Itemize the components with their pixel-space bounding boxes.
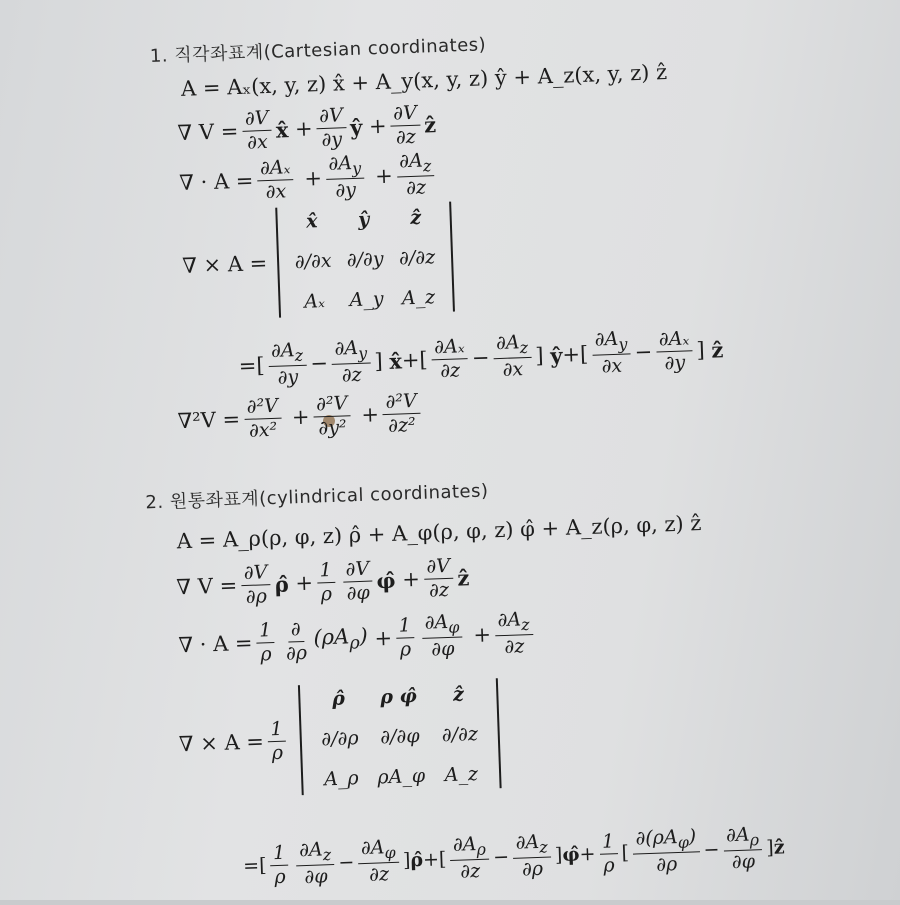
fraction: $\frac{\partial A_y}{\partial z}$	[331, 338, 371, 387]
cartesian-vector-field: A = Aₓ(x, y, z) x̂ + A_y(x, y, z) ŷ + A_z(x, y, z) ẑ	[180, 59, 668, 101]
cylindrical-curl-expanded: =[ $\frac{1}{\rho}$ $\frac{\partial A_z}{\partial\varphi}$ − $\frac{\partial A_\varphi}{\partial z}$ ] ρ̂ +[ $\frac{\partial A_\rho}{\partial z}$ − $\frac{\partial A_z}{\partial\rho}$ ] φ̂ + $\frac{1}{\rho}$ [ $\frac{\partial(\rho A_\varphi)}{\partial\rho}$ − $\frac{\partial A_\rho}{\partial\varphi}$ ] ẑ	[242, 823, 785, 889]
section1-heading: 1. 직각좌표계(Cartesian coordinates)	[149, 34, 487, 67]
section2-heading: 2. 원통좌표계(cylindrical coordinates)	[145, 480, 489, 514]
cylindrical-gradient: ∇ V = $\frac{\partial V}{\partial\rho}$ ρ̂ + $\frac{1}{\rho}$ $\frac{\partial V}{\partial\varphi}$ φ̂ + $\frac{\partial V}{\partial z}$ ẑ	[176, 554, 470, 608]
cartesian-curl-expanded: =[ $\frac{\partial A_z}{\partial y}$ − $\frac{\partial A_y}{\partial z}$ ] x̂ +[ $\frac{\text{∂Aₓ}}{\partial z}$ − $\frac{\partial A_z}{\partial x}$ ] ŷ +[ $\frac{\partial A_y}{\partial x}$ − $\frac{\text{∂Aₓ}}{\partial y}$ ] ẑ	[238, 327, 724, 389]
div-lhs: ∇ · A =	[178, 630, 253, 658]
fraction: $\frac{\partial A_z}{\partial z}$	[494, 609, 534, 658]
det-cell: ρA_φ	[377, 764, 426, 789]
det-cell: ŷ	[357, 208, 370, 231]
fraction: $\frac{\text{∂Aₓ}}{\partial z}$	[431, 336, 469, 382]
lap-lhs: ∇²V =	[177, 407, 241, 434]
fraction: $\frac{\partial V}{\partial x}$	[242, 108, 273, 154]
grad-lhs: ∇ V =	[176, 573, 238, 600]
det-cell: A_ρ	[323, 767, 359, 791]
curl-determinant	[298, 678, 502, 795]
cartesian-laplacian: ∇²V = $\frac{\text{∂²V}}{\text{∂x²}}$ + $\frac{\text{∂²V}}{\text{∂y²}}$ + $\frac{\text{∂²V}}{\text{∂z²}}$	[177, 391, 425, 444]
det-cell: ∂/∂φ	[379, 725, 420, 749]
det-cell: ρ φ̂	[379, 685, 418, 709]
fraction: $\frac{1}{\rho}$	[270, 842, 290, 887]
fraction: $\frac{\partial A_z}{\partial\rho}$	[512, 832, 552, 881]
cylindrical-curl	[177, 678, 502, 799]
det-cell: x̂	[305, 210, 318, 233]
fraction: $\frac{\text{∂²V}}{\text{∂x²}}$	[243, 396, 282, 442]
fraction: $\frac{1}{\rho}$	[599, 831, 619, 876]
det-cell: ∂/∂z	[441, 722, 479, 747]
fraction: $\frac{\text{∂Aₓ}}{\partial x}$	[257, 157, 295, 203]
det-cell: Aₓ	[303, 290, 326, 313]
cylindrical-vector-field: A = A_ρ(ρ, φ, z) ρ̂ + A_φ(ρ, φ, z) φ̂ + A_z(ρ, φ, z) ẑ	[176, 511, 702, 554]
grad-lhs: ∇ V =	[177, 119, 239, 146]
fraction: $\frac{\partial A_y}{\partial x}$	[591, 328, 631, 377]
fraction: $\frac{\partial V}{\partial\rho}$	[240, 562, 271, 608]
fraction: $\frac{1}{\rho}$	[267, 718, 287, 763]
curl-lhs: ∇ × A =	[181, 251, 268, 278]
cartesian-curl	[180, 202, 455, 321]
fraction: $\frac{\partial A_\varphi}{\partial z}$	[358, 837, 400, 886]
curl-determinant	[275, 202, 455, 318]
fraction: $\frac{\partial A_\rho}{\partial z}$	[450, 834, 491, 883]
det-cell: ẑ	[452, 683, 465, 706]
det-cell: ∂/∂ρ	[320, 727, 359, 751]
det-cell: ∂/∂y	[346, 247, 384, 272]
det-cell: ∂/∂z	[398, 246, 436, 270]
fraction: $\frac{\partial}{\partial\rho}$	[285, 617, 308, 665]
det-cell: ẑ	[409, 206, 422, 230]
det-cell: ρ̂	[331, 687, 346, 711]
fraction: $\frac{\text{∂²V}}{\text{∂y²}}$	[313, 393, 352, 439]
fraction: $\frac{\partial A_\rho}{\partial\varphi}$	[723, 824, 764, 873]
fraction: $\frac{\partial(\rho A_\varphi)}{\partial\rho}$	[632, 826, 700, 876]
fraction: $\frac{\partial A_\varphi}{\partial\varphi}$	[421, 611, 463, 660]
fraction: $\frac{\partial V}{\partial z}$	[390, 103, 421, 149]
fraction: $\frac{\partial V}{\partial\varphi}$	[342, 559, 373, 605]
fraction: $\frac{1}{\rho}$	[395, 615, 415, 660]
fraction: $\frac{\partial V}{\partial z}$	[423, 556, 454, 602]
fraction: $\frac{\partial A_z}{\partial y}$	[268, 340, 308, 389]
cylindrical-divergence: ∇ · A = $\frac{1}{\rho}$ $\frac{\partial}{\partial\rho}$ $(\rho A_\rho)$ + $\frac{1}{\rho}$ $\frac{\partial A_\varphi}{\partial\varphi}$ + $\frac{\partial A_z}{\partial z}$	[178, 609, 538, 670]
det-cell: A_y	[349, 288, 384, 312]
fraction: $\frac{1}{\rho}$	[256, 620, 276, 665]
fraction: $\frac{1}{\rho}$	[316, 560, 336, 605]
fraction: $\frac{\partial A_z}{\partial z}$	[396, 150, 436, 199]
div-lhs: ∇ · A =	[178, 168, 254, 196]
det-cell: ∂/∂x	[294, 249, 332, 274]
fraction: $\frac{\partial V}{\partial y}$	[316, 105, 347, 151]
fraction: $\frac{\partial A_z}{\partial\varphi}$	[296, 839, 336, 888]
fraction: $\frac{\text{∂²V}}{\text{∂z²}}$	[382, 391, 421, 437]
fraction: $\frac{\text{∂Aₓ}}{\partial y}$	[655, 328, 693, 374]
curl-lhs: ∇ × A =	[178, 729, 265, 757]
fraction: $\frac{\partial A_y}{\partial y}$	[325, 153, 365, 202]
fraction: $\frac{\partial A_z}{\partial x}$	[493, 332, 533, 381]
cartesian-gradient: ∇ V = $\frac{\partial V}{\partial x}$ x̂ + $\frac{\partial V}{\partial y}$ ŷ + $\frac{\partial V}{\partial z}$ ẑ	[177, 101, 437, 154]
cartesian-divergence: ∇ · A = $\frac{\text{∂Aₓ}}{\partial x}$ + $\frac{\partial A_y}{\partial y}$ + $\frac{\partial A_z}{\partial z}$	[178, 150, 439, 207]
det-cell: A_z	[401, 286, 436, 310]
det-cell: A_z	[444, 762, 479, 787]
